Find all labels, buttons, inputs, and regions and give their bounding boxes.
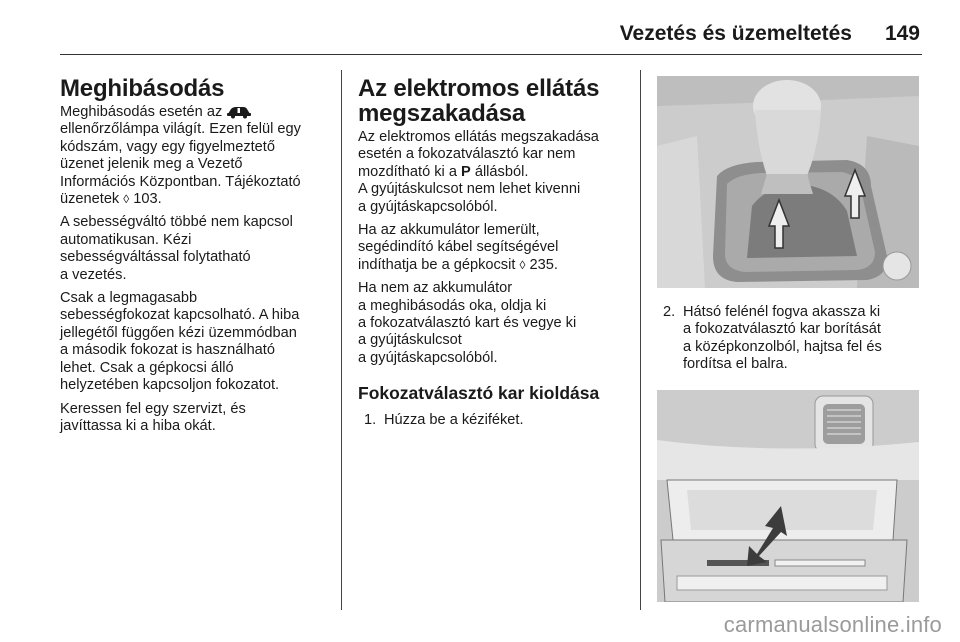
paragraph: A sebességváltó többé nem kapcsol automatikusan. Kézi sebességváltással folytatható a vezetés. [60,214,293,283]
paragraph: Ha nem az akkumulátor a meghibásodás oka, oldja ki a fokozatválasztó kart és vegye ki a gyújtáskulcsot a gyújtáskapcsolóból. [358,280,577,366]
page-reference: 103. [133,191,162,208]
subheading-fokozatvalaszto: Fokozatválasztó kar kioldása [358,383,600,404]
console-cover-illustration [657,390,919,602]
column-1 [60,76,328,441]
step-1: 1. Húzza be a kéziféket. [364,412,524,429]
reference-arrow-icon: ◊ [123,192,130,207]
heading-meghibasodas: Meghibásodás [60,75,225,102]
paragraph: Csak a legmagasabb sebességfokozat kapcsolható. A hiba jellegétől függően kézi üzemmódban a második fokozat is használható lehet. Csak a gépkocsi álló helyzetében kapcsoljon fokozatot. [60,290,300,394]
section-title: Vezetés és üzemeltetés [619,22,852,45]
page-reference: 235. [529,256,558,273]
paragraph: Ha az akkumulátor lemerült, segédindító kábel segítségével indíthatja be a gépkocsit ◊ 235. [358,222,559,273]
gear-lever-illustration [657,76,919,288]
reference-arrow-icon: ◊ [519,257,526,272]
column-divider [640,70,641,610]
paragraph: Keressen fel egy szervizt, és javíttassa ki a hiba okát. [60,400,246,434]
heading-elektromos-ellatas: Az elektromos ellátás megszakadása [358,75,600,127]
page-header [60,14,922,55]
car-warning-icon [226,105,252,119]
column-3 [657,76,919,602]
column-divider [341,70,342,610]
watermark: carmanualsonline.info [723,612,942,637]
paragraph: Meghibásodás esetén az ellenőrzőlámpa világít. Ezen felül egy kódszám, vagy egy figyelmeztető üzenet jelenik meg a Vezető Információs Központban. Tájékoztató üzenetek ◊ 103. [60,104,301,208]
column-2 [358,76,626,436]
step-2: 2. Hátsó felénél fogva akassza ki a fokozatválasztó kar borítását a középkonzolból, hajtsa fel és fordítsa el balra. [663,304,882,373]
page-number: 149 [884,22,920,45]
paragraph: Az elektromos ellátás megszakadása esetén a fokozatválasztó kar nem mozdítható ki a P állásból. A gyújtáskulcsot nem lehet kivenni a gyújtáskapcsolóból. [358,129,599,215]
